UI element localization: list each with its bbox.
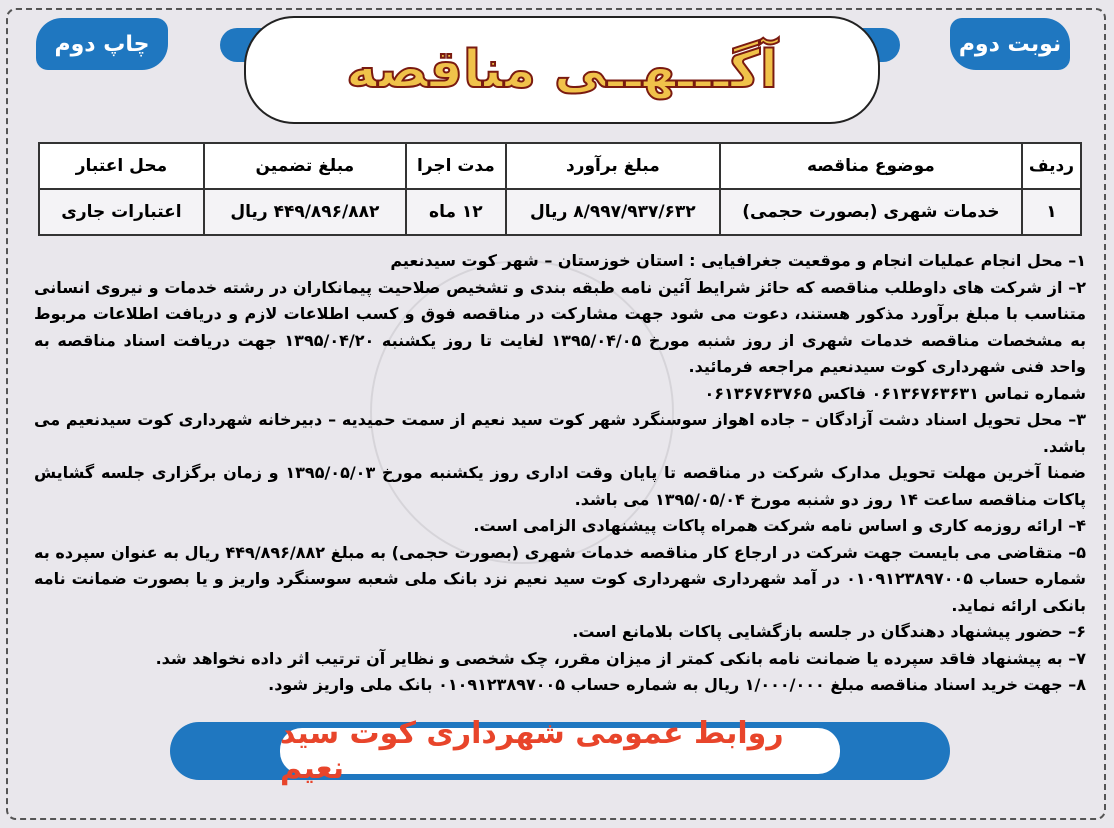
- badge-second-print: چاپ دوم: [36, 18, 168, 70]
- clause-2: ۲– از شرکت های داوطلب مناقصه که حائز شرایط آئین نامه طبقه بندی و تشخیص صلاحیت پیمانکاران در رشته خدمات و نیروی انسانی متناسب با مبلغ برآورد مذکور هستند، دعوت می شود جهت مشارکت در مناقصه فوق و کسب اطلاعات لازم و دریافت اطلاعات مربوط به مشخصات مناقصه خدمات شهری از روز شنبه مورخ ۱۳۹۵/۰۴/۰۵ لغایت تا روز یکشنبه ۱۳۹۵/۰۴/۲۰ جهت دریافت اسناد مناقصه به واحد فنی شهرداری کوت سیدنعیم مراجعه فرمائید.: [34, 277, 1087, 376]
- clause-3: ۳– محل تحویل اسناد دشت آزادگان – جاده اهواز سوسنگرد شهر کوت سید نعیم از سمت حمیدیه – دبیرخانه شهرداری کوت سیدنعیم می باشد.: [34, 410, 1086, 456]
- header-cell-estimate: مبلغ برآورد: [506, 143, 720, 189]
- header-cell-duration: مدت اجرا: [406, 143, 506, 189]
- title-box: [244, 16, 880, 124]
- badge-second-turn: نوبت دوم: [950, 18, 1070, 70]
- ad-body: [34, 248, 1086, 699]
- clause-4: ۴– ارائه روزمه کاری و اساس نامه شرکت همراه پاکات پیشنهادی الزامی است.: [473, 516, 1086, 535]
- footer-banner: [170, 716, 950, 786]
- cell-estimate: ۸/۹۹۷/۹۳۷/۶۳۲ ریال: [506, 189, 720, 235]
- clause-3-deadline: ضمنا آخرین مهلت تحویل مدارک شرکت در مناقصه تا پایان وقت اداری روز یکشنبه مورخ ۱۳۹۵/۰۵/۰۳ و زمان برگزاری جلسه گشایش پاکات مناقصه ساعت ۱۴ روز دو شنبه مورخ ۱۳۹۵/۰۵/۰۴ می باشد.: [34, 463, 1087, 509]
- clause-5: ۵– متقاضی می بایست جهت شرکت در ارجاع کار مناقصه خدمات شهری (بصورت حجمی) به مبلغ ۴۴۹/۸۹۶/۸۸۲ ریال به عنوان سپرده به شماره حساب ۰۱۰۹۱۲۳۸۹۷۰۰۵ در آمد شهرداری شهرداری کوت سید نعیم نزد بانک ملی شعبه سوسنگرد واریز و یا بصورت ضمانت نامه بانکی ارائه نماید.: [34, 542, 1087, 615]
- clause-1: ۱– محل انجام عملیات انجام و موقعیت جغرافیایی : استان خوزستان – شهر کوت سیدنعیم: [390, 251, 1086, 270]
- cell-credit-source: اعتبارات جاری: [39, 189, 204, 235]
- clause-6: ۶– حضور پیشنهاد دهندگان در جلسه بازگشایی پاکات بلامانع است.: [572, 622, 1086, 641]
- cell-guarantee: ۴۴۹/۸۹۶/۸۸۲ ریال: [204, 189, 406, 235]
- header-cell-guarantee: مبلغ تضمین: [204, 143, 406, 189]
- footer-text: روابط عمومی شهرداری کوت سید نعیم: [280, 716, 784, 786]
- cell-row-number: ۱: [1022, 189, 1081, 235]
- clause-8: ۸– جهت خرید اسناد مناقصه مبلغ ۱/۰۰۰/۰۰۰ ریال به شماره حساب ۰۱۰۹۱۲۳۸۹۷۰۰۵ بانک ملی واریز شود.: [268, 675, 1086, 694]
- clause-2-contact: شماره تماس ۰۶۱۳۶۷۶۳۶۳۱ فاکس ۰۶۱۳۶۷۶۳۷۶۵: [704, 383, 1086, 403]
- header-cell-credit-source: محل اعتبار: [39, 143, 204, 189]
- footer-inner: [280, 716, 840, 786]
- header-cell-row-number: ردیف: [1022, 143, 1081, 189]
- clause-7: ۷– به پیشنهاد فاقد سپرده یا ضمانت نامه بانکی کمتر از میزان مقرر، چک شخصی و نظایر آن ترتیب اثر داده نخواهد شد.: [155, 648, 1086, 668]
- table-row: [39, 189, 1081, 235]
- tender-table: [38, 142, 1082, 236]
- table-header-row: [39, 143, 1081, 189]
- cell-subject: خدمات شهری (بصورت حجمی): [720, 189, 1022, 235]
- page-title: آگـــهــی مناقصه: [346, 40, 778, 100]
- header-cell-subject: موضوع مناقصه: [720, 143, 1022, 189]
- cell-duration: ۱۲ ماه: [406, 189, 506, 235]
